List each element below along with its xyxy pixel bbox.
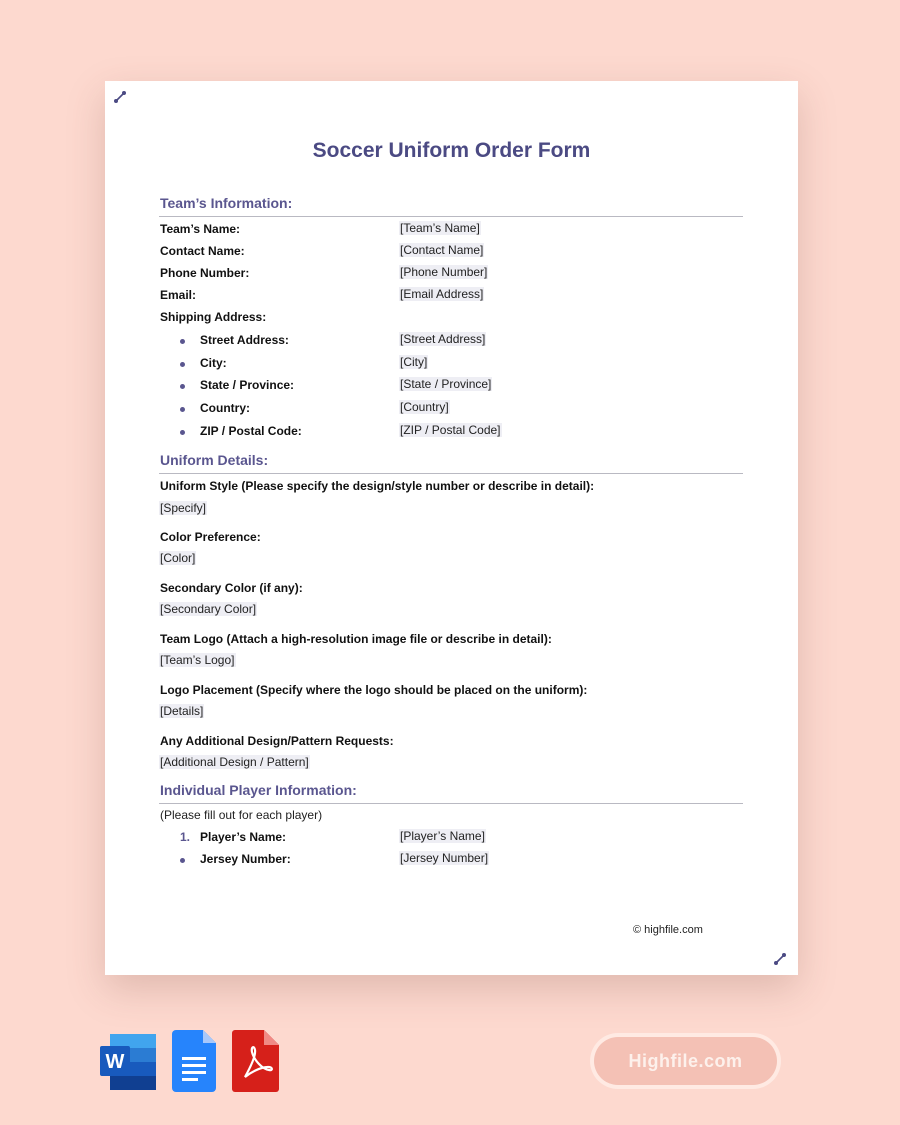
list-number: 1. (180, 830, 191, 844)
field-label: City: (200, 356, 227, 370)
field-label: Email: (160, 288, 197, 302)
field-label: Phone Number: (160, 266, 250, 280)
bullet-icon (180, 858, 185, 863)
email-row (160, 288, 740, 306)
email-field[interactable]: [Email Address] (400, 287, 484, 301)
country-field[interactable]: [Country] (400, 400, 449, 414)
document-title: Soccer Uniform Order Form (312, 139, 591, 162)
field-label: ZIP / Postal Code: (200, 424, 302, 438)
format-icons (100, 1030, 290, 1092)
phone-number-row (160, 266, 740, 284)
field-label: Street Address: (200, 333, 289, 347)
jersey-number-field[interactable]: [Jersey Number] (400, 851, 489, 865)
state-field[interactable]: [State / Province] (400, 377, 492, 391)
contact-name-row (160, 244, 740, 262)
uniform-details-heading: Uniform Details: (159, 452, 743, 474)
color-preference-question: Color Preference: (160, 530, 261, 544)
pdf-icon[interactable] (232, 1030, 280, 1092)
team-name-row (160, 222, 740, 240)
team-name-field[interactable]: [Team’s Name] (400, 221, 480, 235)
additional-design-field[interactable]: [Additional Design / Pattern] (160, 755, 309, 769)
logo-placement-field[interactable]: [Details] (160, 704, 204, 718)
player-name-field[interactable]: [Player’s Name] (400, 829, 485, 843)
field-label: Country: (200, 401, 250, 415)
resize-handle-icon (773, 952, 787, 966)
team-logo-question: Team Logo (Attach a high-resolution image file or describe in detail): (160, 632, 552, 646)
contact-name-field[interactable]: [Contact Name] (400, 243, 484, 257)
bullet-icon (180, 430, 185, 435)
additional-design-question: Any Additional Design/Pattern Requests: (160, 734, 394, 748)
state-row (160, 378, 740, 396)
color-field[interactable]: [Color] (160, 551, 196, 565)
uniform-style-question: Uniform Style (Please specify the design/style number or describe in detail): (160, 479, 595, 493)
field-label: Jersey Number: (200, 852, 291, 866)
svg-text:W: W (105, 1051, 125, 1073)
secondary-color-question: Secondary Color (if any): (160, 581, 303, 595)
field-label: Contact Name: (160, 244, 245, 258)
street-address-row (160, 333, 740, 351)
team-info-heading: Team’s Information: (159, 195, 743, 217)
field-label: Player’s Name: (200, 830, 287, 844)
field-label: Team’s Name: (160, 222, 241, 236)
team-logo-field[interactable]: [Team’s Logo] (160, 653, 235, 667)
phone-number-field[interactable]: [Phone Number] (400, 265, 488, 279)
player-info-heading: Individual Player Information: (159, 782, 743, 804)
bullet-icon (180, 339, 185, 344)
jersey-number-row (160, 852, 740, 870)
logo-placement-question: Logo Placement (Specify where the logo should be placed on the uniform): (160, 683, 588, 697)
google-docs-icon[interactable] (172, 1030, 218, 1092)
player-note: (Please fill out for each player) (160, 808, 323, 822)
secondary-color-field[interactable]: [Secondary Color] (160, 602, 257, 616)
bullet-icon (180, 384, 185, 389)
highfile-brand-badge[interactable]: Highfile.com (594, 1037, 777, 1085)
city-field[interactable]: [City] (400, 355, 428, 369)
uniform-style-field[interactable]: [Specify] (160, 501, 207, 515)
word-icon[interactable] (100, 1032, 158, 1092)
player-name-row (160, 830, 740, 848)
field-label: State / Province: (200, 378, 295, 392)
city-row (160, 356, 740, 374)
shipping-address-row (160, 310, 740, 328)
bullet-icon (180, 407, 185, 412)
copyright-text: © highfile.com (633, 924, 703, 936)
country-row (160, 401, 740, 419)
street-address-field[interactable]: [Street Address] (400, 332, 486, 346)
bullet-icon (180, 362, 185, 367)
field-label: Shipping Address: (160, 310, 267, 324)
zip-field[interactable]: [ZIP / Postal Code] (400, 423, 501, 437)
zip-row (160, 424, 740, 442)
document-page (105, 81, 798, 975)
resize-handle-icon (113, 90, 127, 104)
